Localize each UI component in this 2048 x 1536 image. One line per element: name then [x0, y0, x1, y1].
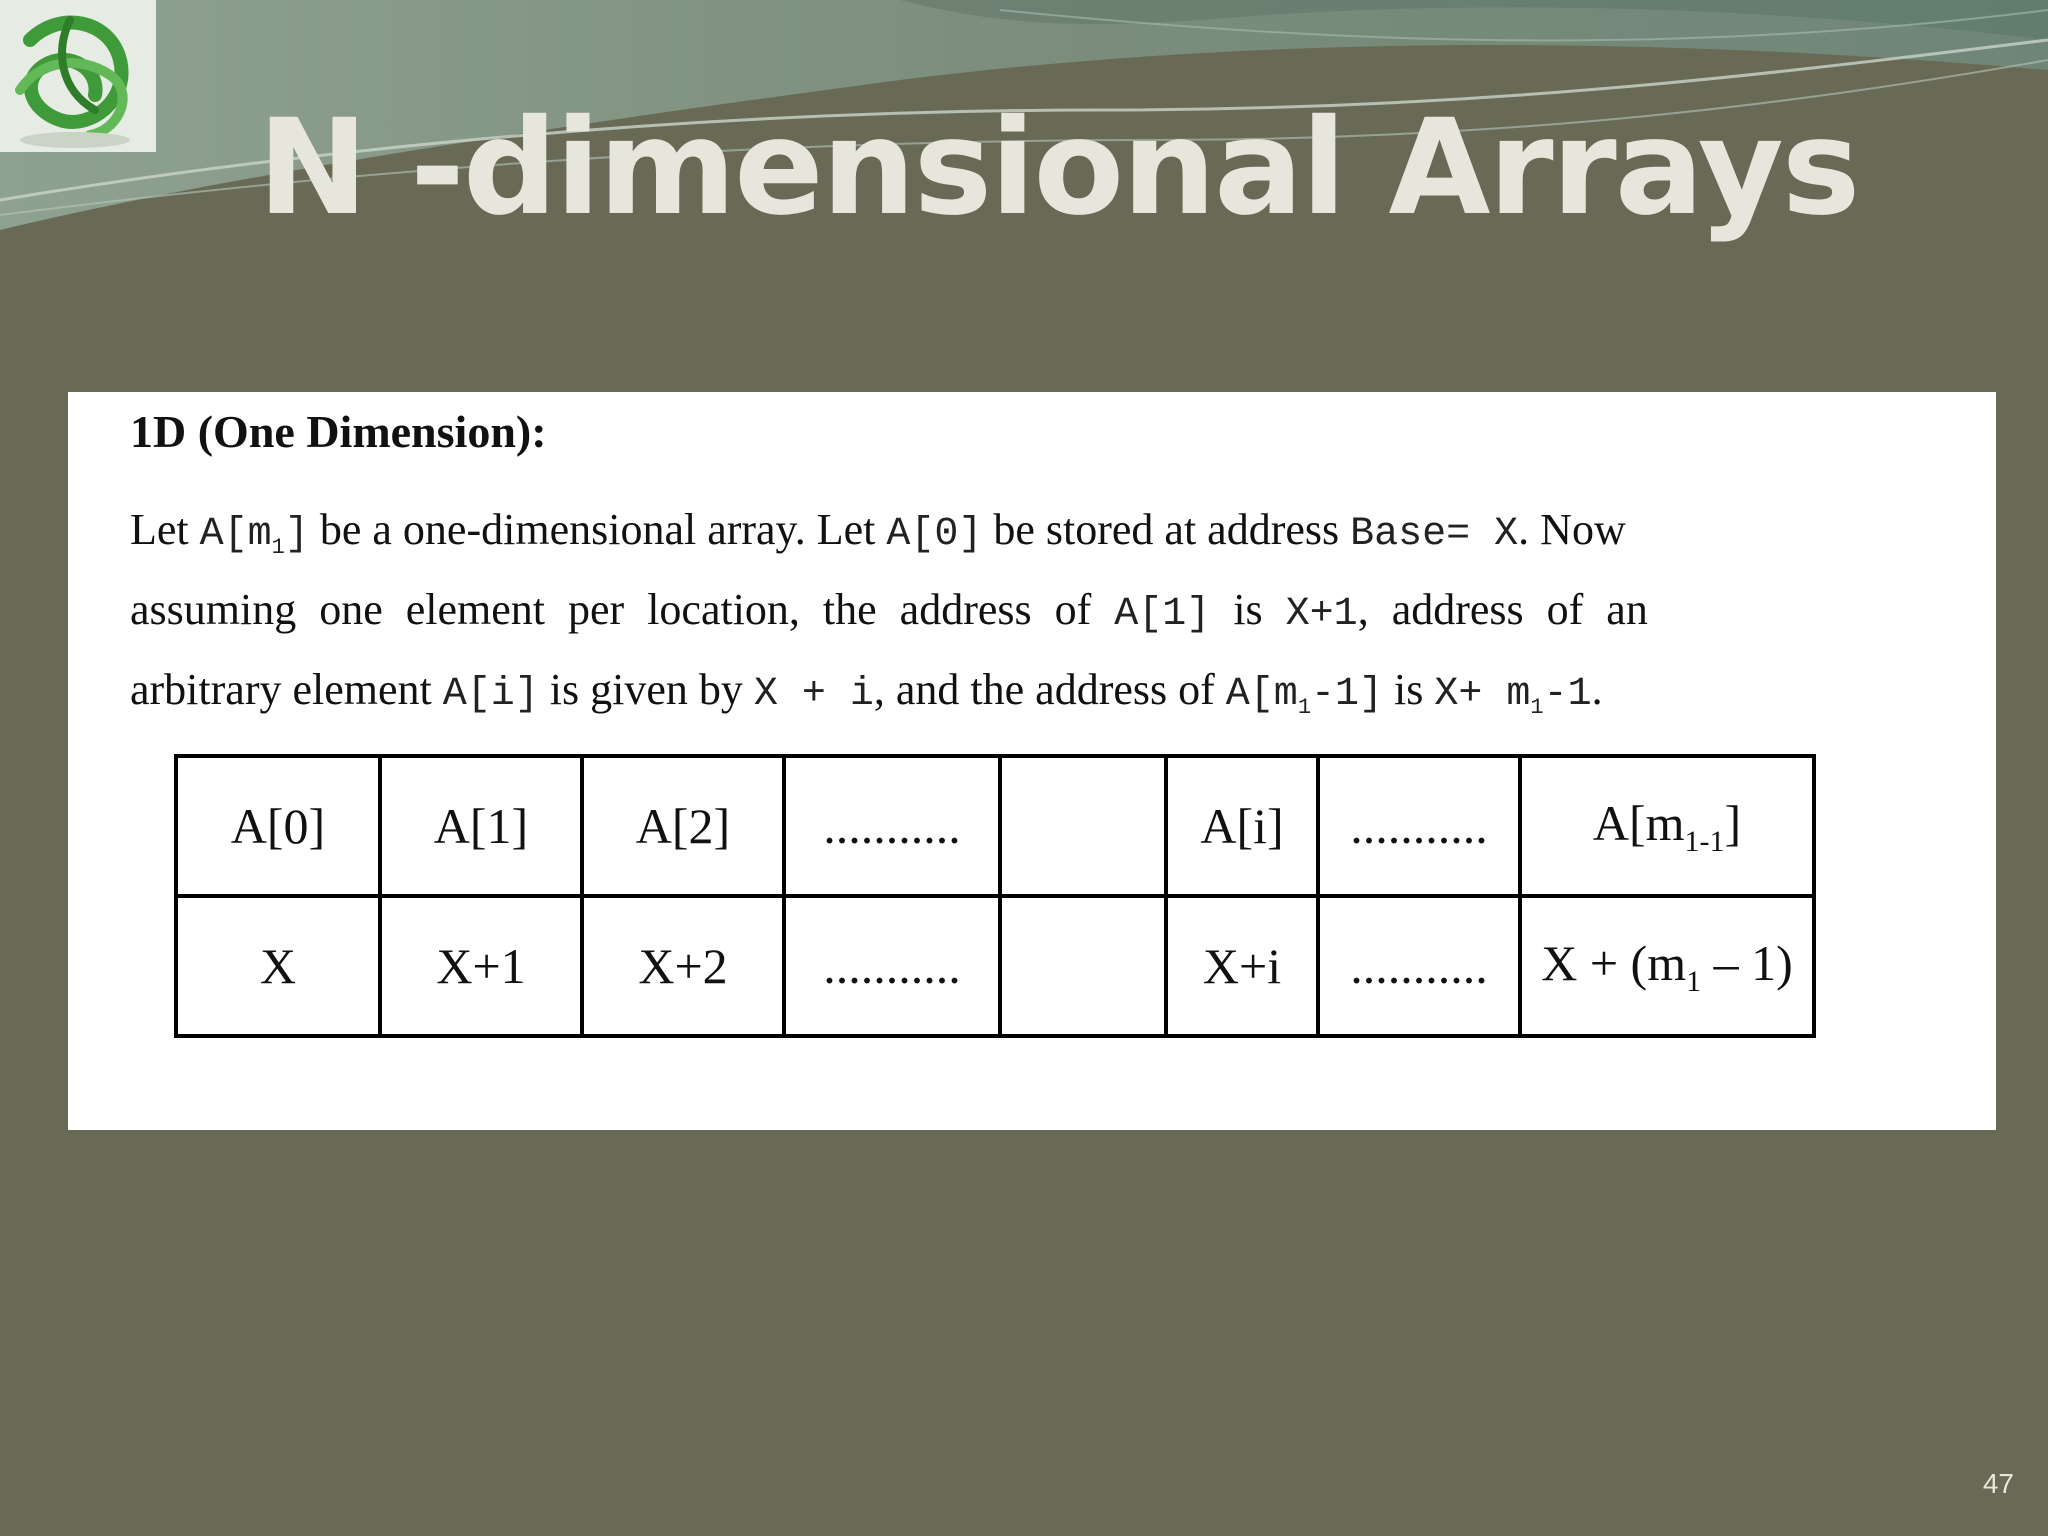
slide-number: 47	[1982, 1468, 2014, 1499]
table-cell: A[1]	[380, 756, 582, 896]
text-span: , and the address of	[873, 665, 1226, 714]
subscript: 1-1	[1684, 824, 1725, 858]
text-span: is	[1210, 585, 1286, 634]
table-cell: X	[176, 896, 380, 1036]
table-cell: X+2	[582, 896, 784, 1036]
text-span: .	[1591, 665, 1603, 714]
code-text: -1]	[1311, 672, 1384, 717]
cell-text: A[m	[1592, 794, 1685, 851]
table-cell: ...........	[1318, 756, 1520, 896]
code-text: X+ m	[1434, 672, 1531, 717]
paragraph-line-2	[130, 582, 1866, 643]
table-row-index	[176, 756, 1814, 896]
code-span	[1225, 672, 1384, 720]
subscript: 1	[1297, 695, 1312, 720]
table-cell: ...........	[784, 896, 1000, 1036]
table-cell-last-index	[1520, 756, 1814, 896]
table-cell: A[i]	[1166, 756, 1318, 896]
code-text: A[m	[1225, 672, 1298, 717]
code-text: ]	[284, 512, 309, 557]
code-span	[199, 512, 309, 560]
text-span: arbitrary element	[130, 665, 443, 714]
cell-text: ]	[1724, 794, 1742, 851]
text-span: Let	[130, 505, 200, 554]
subscript: 1	[1686, 964, 1702, 998]
table-row-address	[176, 896, 1814, 1036]
code-text: A[m	[199, 512, 272, 557]
code-span: A[i]	[442, 672, 539, 717]
table-cell: ...........	[784, 756, 1000, 896]
table-cell: X+i	[1166, 896, 1318, 1036]
code-text: -1	[1543, 672, 1592, 717]
text-span: , address of an	[1357, 585, 1648, 634]
text-span: be a one-dimensional array. Let	[308, 505, 887, 554]
table-cell: A[0]	[176, 756, 380, 896]
text-span: assuming one element per location, the address of	[130, 585, 1115, 634]
table-cell-empty	[1000, 896, 1166, 1036]
table-cell: ...........	[1318, 896, 1520, 1036]
slide-title: N -dimensional Arrays	[257, 91, 1859, 245]
table-cell: A[2]	[582, 756, 784, 896]
array-memory-table	[174, 754, 1816, 1038]
code-span: A[0]	[886, 512, 983, 557]
code-span: A[1]	[1114, 592, 1211, 637]
code-span: X + i	[753, 672, 874, 717]
paragraph-line-3	[130, 662, 1866, 736]
text-span: . Now	[1518, 505, 1626, 554]
section-heading: 1D (One Dimension):	[130, 406, 547, 457]
text-span: be stored at address	[982, 505, 1351, 554]
code-span: Base= X	[1350, 512, 1519, 557]
subscript: 1	[271, 535, 285, 560]
table-cell-empty	[1000, 756, 1166, 896]
code-span: X+1	[1285, 592, 1358, 637]
table-cell-last-address	[1520, 896, 1814, 1036]
text-span: is given by	[538, 665, 754, 714]
table-cell: X+1	[380, 896, 582, 1036]
subscript: 1	[1530, 695, 1544, 720]
cell-text: – 1)	[1701, 934, 1793, 991]
content-image-panel	[68, 392, 1996, 1130]
paragraph-line-1	[130, 502, 1866, 576]
code-span	[1434, 672, 1592, 720]
cell-text: X + (m	[1541, 934, 1687, 991]
text-span: is	[1383, 665, 1435, 714]
